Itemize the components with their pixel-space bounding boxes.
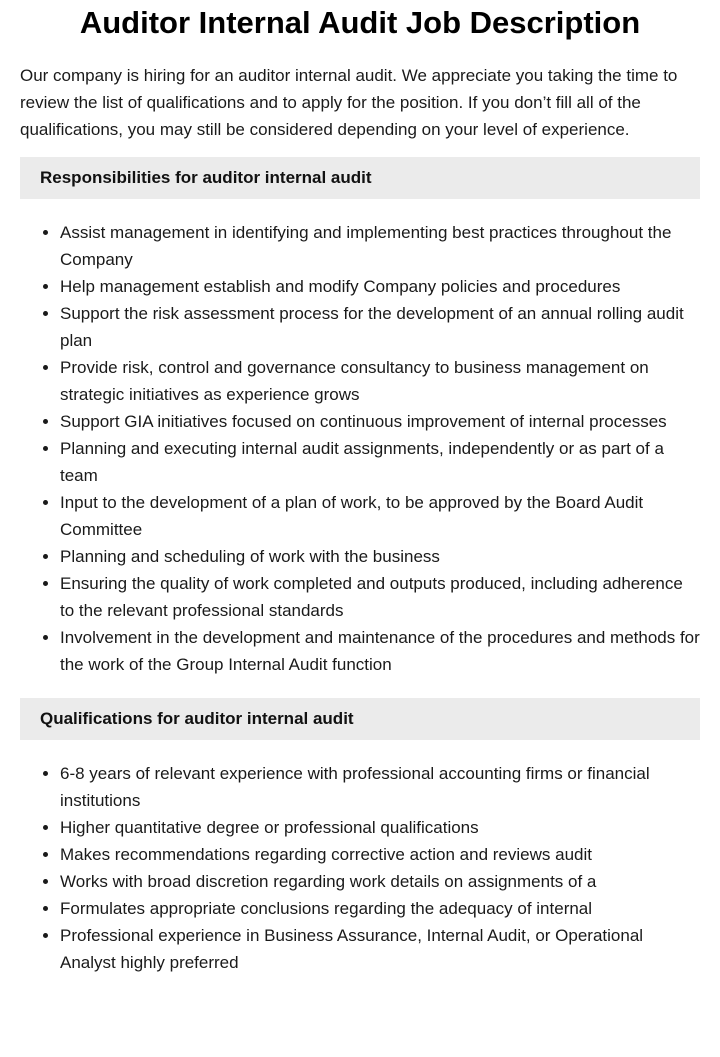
responsibilities-heading: Responsibilities for auditor internal audit — [20, 157, 700, 199]
intro-paragraph: Our company is hiring for an auditor internal audit. We appreciate you taking the time to review the list of qualifications and to apply for the position. If you don’t fill all of the qualifications, you may still be considered depending on your level of experience. — [20, 66, 678, 139]
list-item: • Support GIA initiatives focused on continuous improvement of internal processes — [60, 408, 700, 435]
responsibilities-list — [20, 219, 700, 678]
list-item: • Higher quantitative degree or professional qualifications — [60, 814, 700, 841]
qualifications-list — [20, 760, 700, 976]
list-item: • Professional experience in Business Assurance, Internal Audit, or Operational Analyst highly preferred — [60, 922, 700, 976]
list-item: • Planning and executing internal audit assignments, independently or as part of a team — [60, 435, 700, 489]
list-item: • Planning and scheduling of work with the business — [60, 543, 700, 570]
list-item: • Input to the development of a plan of work, to be approved by the Board Audit Committee — [60, 489, 700, 543]
list-item: • Ensuring the quality of work completed and outputs produced, including adherence to the relevant professional standards — [60, 570, 700, 624]
list-item: • Involvement in the development and maintenance of the procedures and methods for the work of the Group Internal Audit function — [60, 624, 700, 678]
list-item: • Support the risk assessment process for the development of an annual rolling audit plan — [60, 300, 700, 354]
list-item: • Provide risk, control and governance consultancy to business management on strategic initiatives as experience grows — [60, 354, 700, 408]
list-item: • Works with broad discretion regarding work details on assignments of a — [60, 868, 700, 895]
list-item: • Makes recommendations regarding corrective action and reviews audit — [60, 841, 700, 868]
page-title: Auditor Internal Audit Job Description — [79, 5, 641, 40]
list-item: • Formulates appropriate conclusions regarding the adequacy of internal — [60, 895, 700, 922]
list-item: • Help management establish and modify Company policies and procedures — [60, 273, 700, 300]
list-item: • 6-8 years of relevant experience with professional accounting firms or financial institutions — [60, 760, 700, 814]
list-item: • Assist management in identifying and implementing best practices throughout the Company — [60, 219, 700, 273]
qualifications-heading: Qualifications for auditor internal audit — [20, 698, 700, 740]
